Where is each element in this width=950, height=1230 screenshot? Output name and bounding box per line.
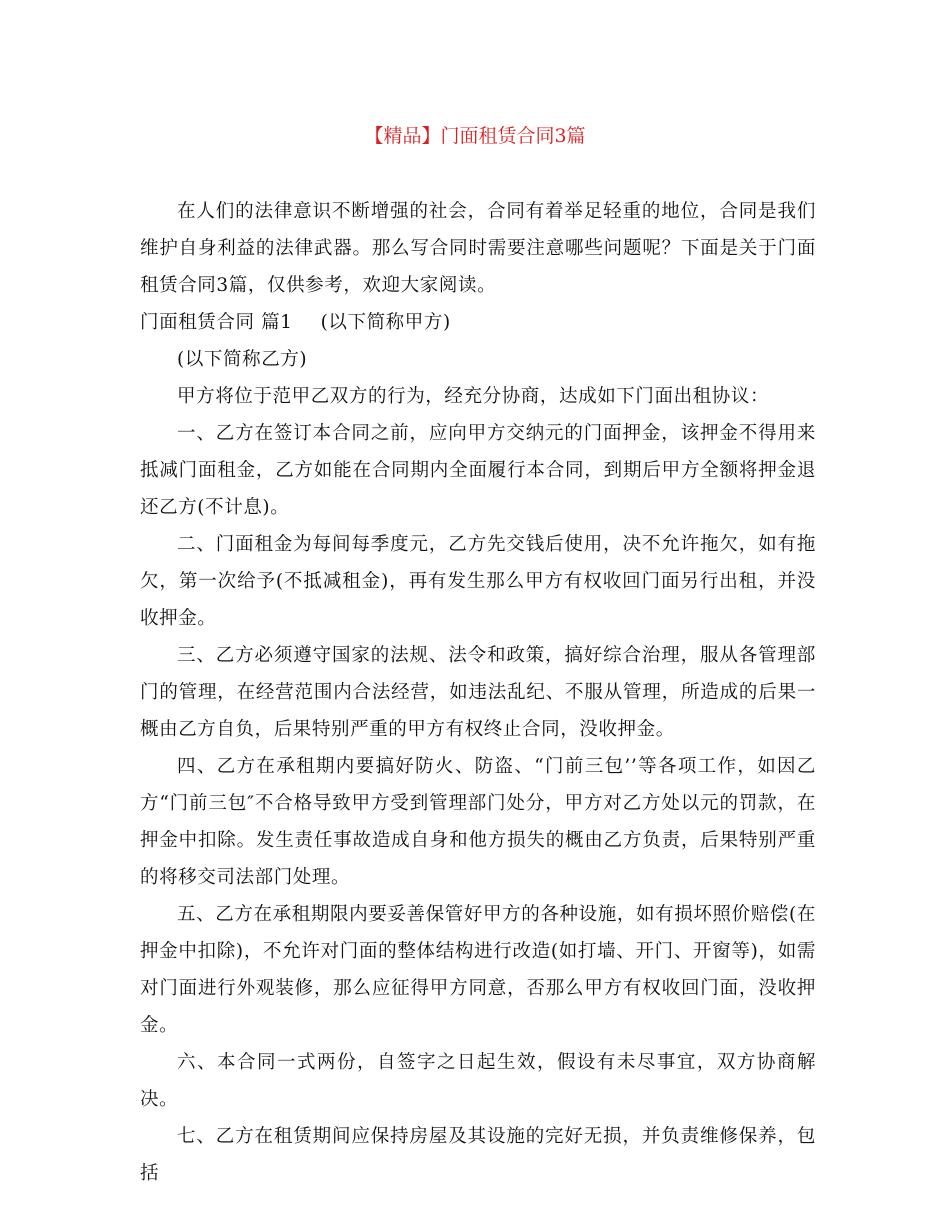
section-heading	[140, 304, 816, 341]
clause-1: 一、乙方在签订本合同之前，应向甲方交纳元的门面押金，该押金不得用来抵减门面租金，乙方如能在合同期内全面履行本合同，到期后甲方全额将押金退还乙方(不计息)。	[140, 423, 816, 518]
party-b-note: (以下简称乙方)	[177, 349, 308, 370]
clause-7: 七、乙方在租赁期间应保持房屋及其设施的完好无损，并负责维修保养，包括	[140, 1126, 816, 1184]
party-a-note: (以下简称甲方)	[320, 312, 451, 333]
intro-paragraph: 在人们的法律意识不断增强的社会，合同有着举足轻重的地位，合同是我们维护自身利益的法律武器。那么写合同时需要注意哪些问题呢？下面是关于门面租赁合同3篇，仅供参考，欢迎大家阅读。	[140, 201, 816, 296]
clause-5: 五、乙方在承租期限内要妥善保管好甲方的各种设施，如有损坏照价赔偿(在押金中扣除)，不允许对门面的整体结构进行改造(如打墙、开门、开窗等)，如需对门面进行外观装修，那么应征得甲方同意，否那么甲方有权收回门面，没收押金。	[140, 904, 816, 1036]
section-title: 门面租赁合同 篇1	[140, 312, 293, 333]
agreement-intro: 甲方将位于范甲乙双方的行为，经充分协商，达成如下门面出租协议：	[177, 386, 770, 407]
clause-4: 四、乙方在承租期内要搞好防火、防盗、“门前三包’’等各项工作，如因乙方“门前三包″不合格导致甲方受到管理部门处分，甲方对乙方处以元的罚款，在押金中扣除。发生责任事故造成自身和他方损失的概由乙方负责，后果特别严重的将移交司法部门处理。	[140, 756, 816, 888]
document-title: 【精品】门面租赁合同3篇	[364, 125, 586, 147]
clause-6: 六、本合同一式两份，自签字之日起生效，假设有未尽事宜，双方协商解决。	[140, 1052, 816, 1110]
clause-3: 三、乙方必须遵守国家的法规、法令和政策，搞好综合治理，服从各管理部门的管理，在经营范围内合法经营，如违法乱纪、不服从管理，所造成的后果一概由乙方自负，后果特别严重的甲方有权终止合同，没收押金。	[140, 645, 816, 740]
clause-2: 二、门面租金为每间每季度元，乙方先交钱后使用，决不允许拖欠，如有拖欠，第一次给予(不抵减租金)，再有发生那么甲方有权收回门面另行出租，并没收押金。	[140, 534, 816, 629]
document-body	[140, 193, 816, 1192]
